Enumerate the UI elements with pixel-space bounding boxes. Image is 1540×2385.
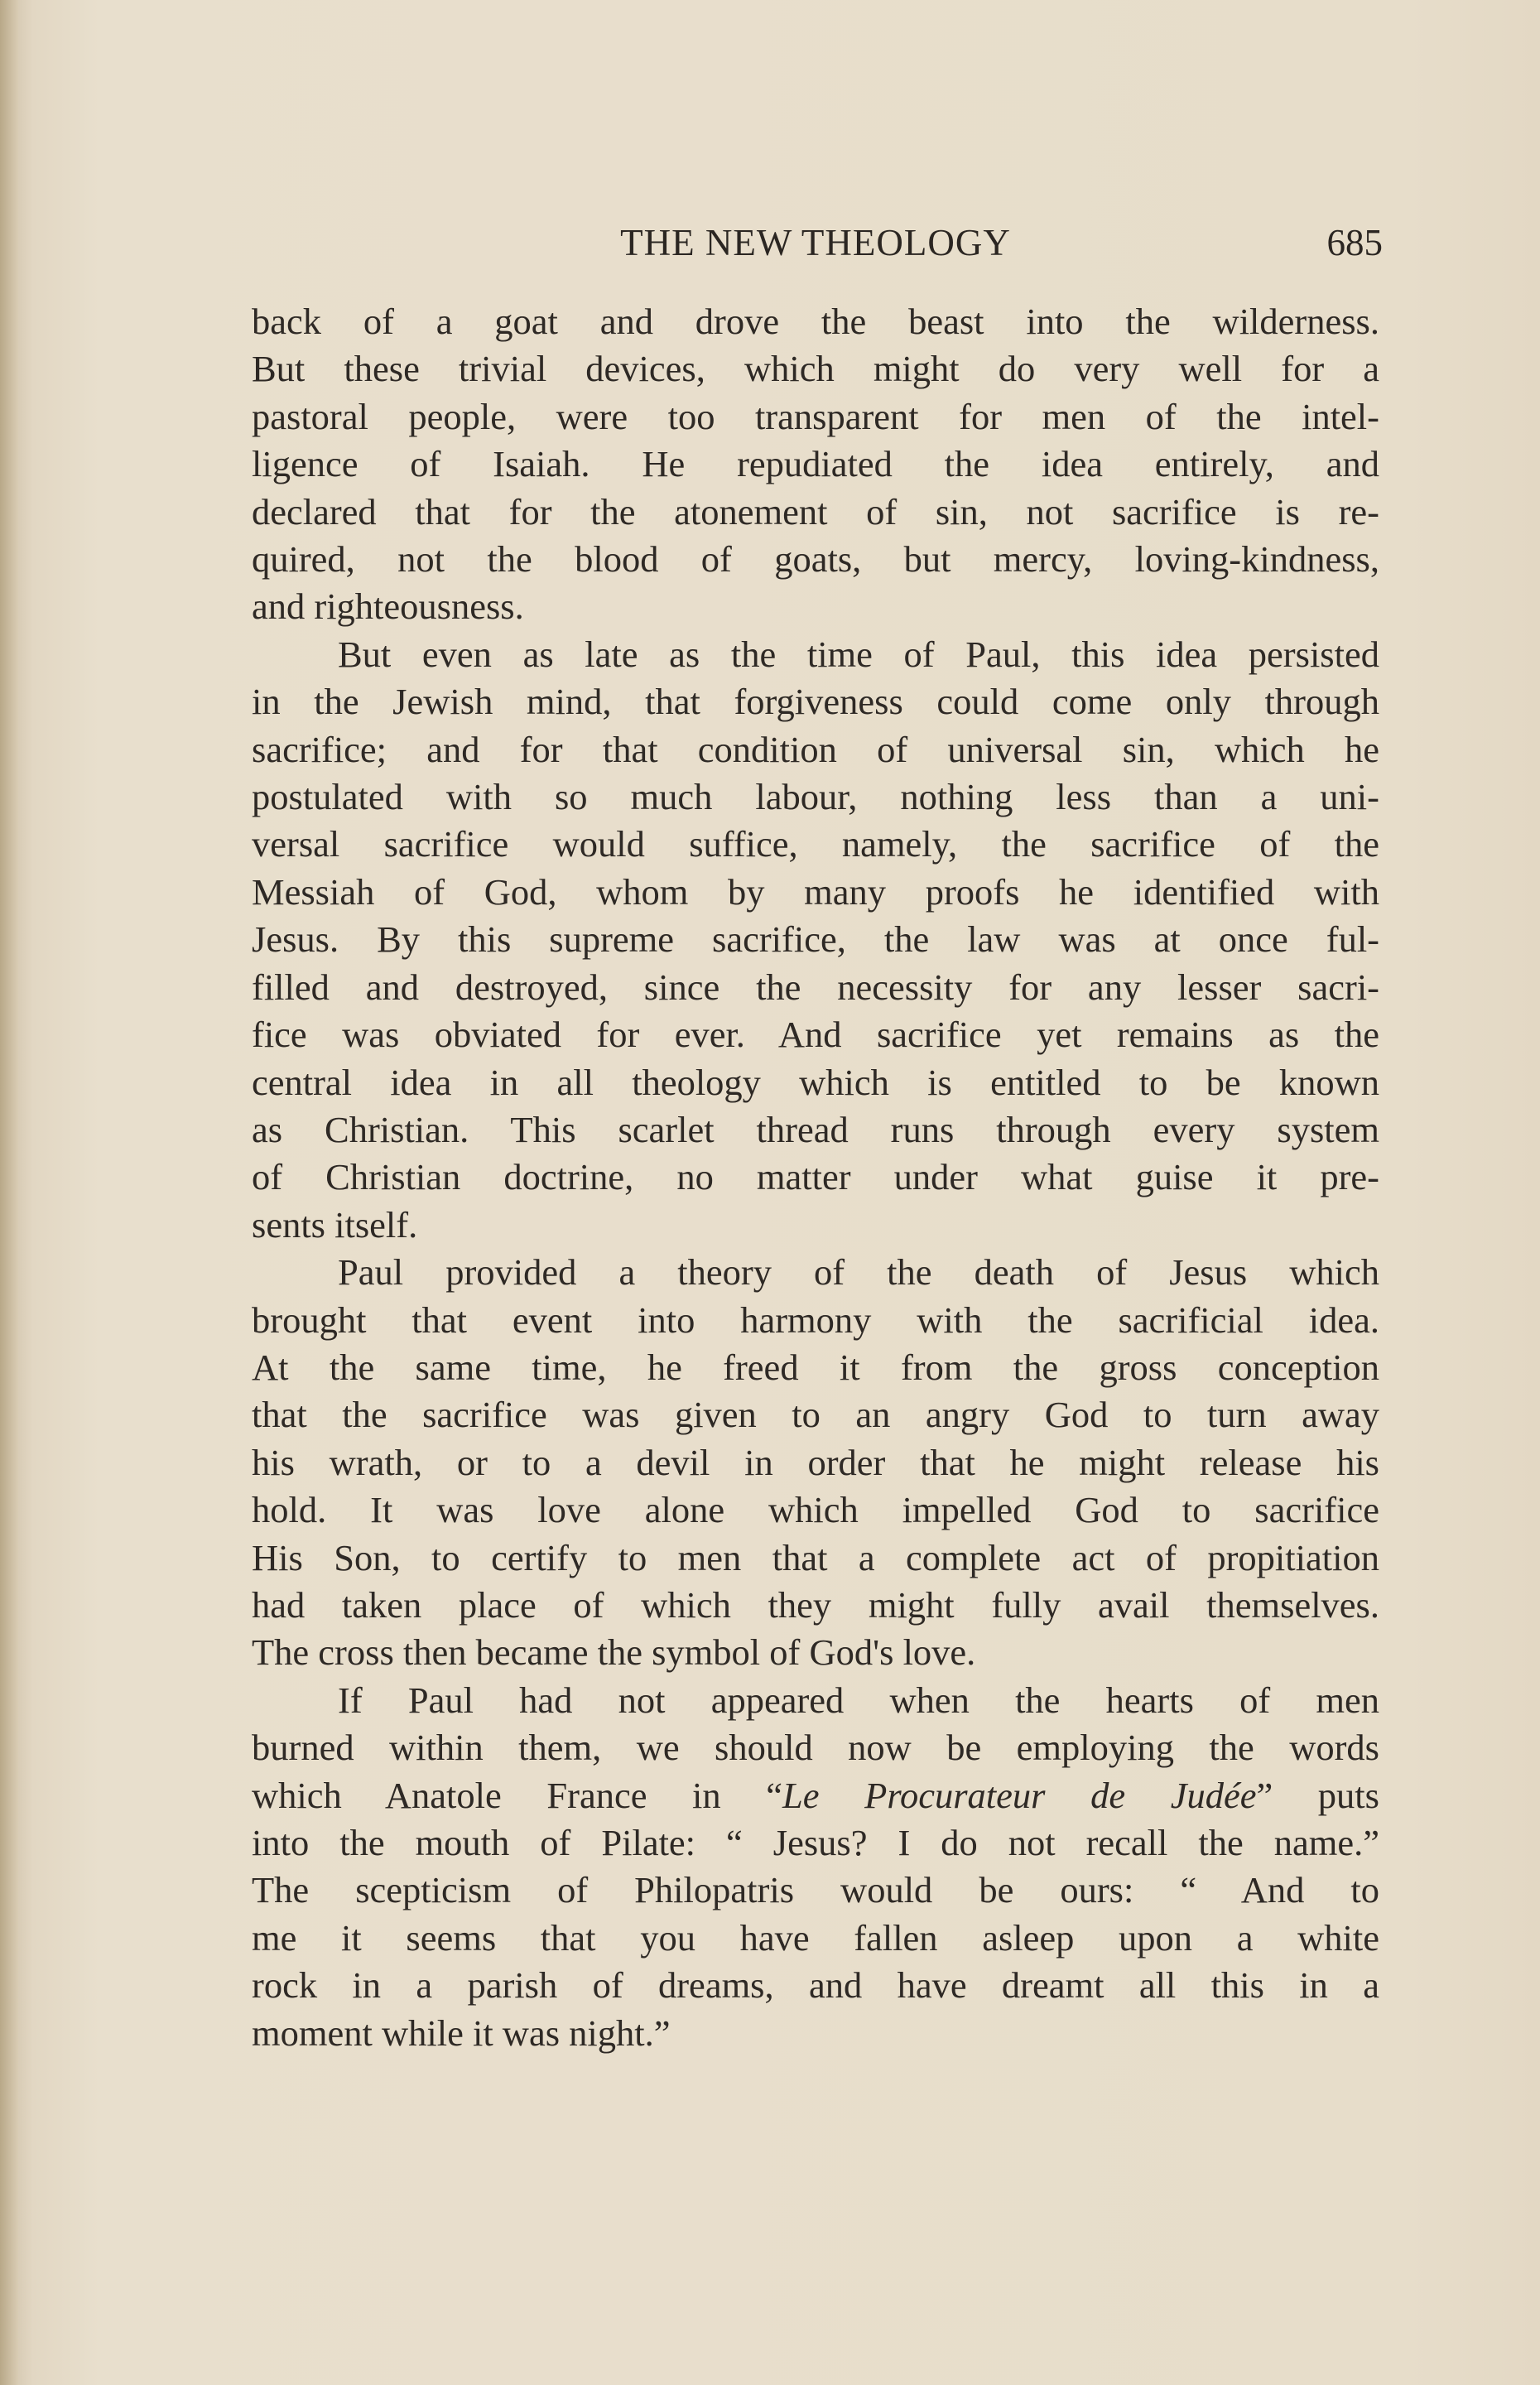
text-line: central idea in all theology which is entitled to be known <box>252 1061 1379 1103</box>
text-line: But these trivial devices, which might do very well for a <box>252 348 1379 390</box>
italic-book-title: Le Procurateur de Judée <box>782 1774 1257 1816</box>
page-number: 685 <box>1326 222 1383 263</box>
paragraph <box>252 1249 1379 1677</box>
text-line: his wrath, or to a devil in order that he might release his <box>252 1441 1379 1483</box>
text-line: rock in a parish of dreams, and have dreamt all this in a <box>252 1964 1379 2007</box>
paragraph <box>252 631 1379 1249</box>
text-line: me it seems that you have fallen asleep upon a white <box>252 1916 1379 1959</box>
text-segment: which Anatole France in “ <box>252 1774 783 1816</box>
text-line: sacrifice; and for that condition of universal sin, which he <box>252 728 1379 770</box>
body-text <box>252 298 1379 2057</box>
text-line: postulated with so much labour, nothing less than a uni- <box>252 776 1379 818</box>
text-line: filled and destroyed, since the necessity for any lesser sacri- <box>252 966 1379 1008</box>
text-line: But even as late as the time of Paul, this idea persisted <box>338 633 1379 675</box>
text-line <box>252 1772 1379 1819</box>
text-line: had taken place of which they might fully avail themselves. <box>252 1583 1379 1626</box>
text-line: burned within them, we should now be employing the words <box>252 1727 1379 1769</box>
text-line: and righteousness. <box>252 585 524 628</box>
text-line: declared that for the atonement of sin, not sacrifice is re- <box>252 490 1379 532</box>
running-head <box>248 214 1383 272</box>
text-line: Jesus. By this supreme sacrifice, the law was at once ful- <box>252 918 1379 961</box>
text-line: pastoral people, were too transparent for men of the intel- <box>252 395 1379 437</box>
page-gutter-shadow <box>0 0 18 2385</box>
text-line: that the sacrifice was given to an angry God to turn away <box>252 1394 1379 1436</box>
text-line: If Paul had not appeared when the hearts of men <box>338 1679 1379 1721</box>
text-segment: ” puts <box>1256 1774 1379 1816</box>
text-line: The scepticism of Philopatris would be ours: “ And to <box>252 1869 1379 1911</box>
text-line: back of a goat and drove the beast into the wilderness. <box>252 301 1379 342</box>
running-title: THE NEW THEOLOGY <box>620 222 1011 263</box>
text-line: moment while it was night.” <box>252 2012 671 2054</box>
text-line: Messiah of God, whom by many proofs he identified with <box>252 870 1379 913</box>
text-line: of Christian doctrine, no matter under what guise it pre- <box>252 1156 1379 1198</box>
text-line: brought that event into harmony with the sacrificial idea. <box>252 1298 1379 1341</box>
text-line: as Christian. This scarlet thread runs through every system <box>252 1108 1379 1150</box>
text-line: Paul provided a theory of the death of Jesus which <box>338 1251 1379 1294</box>
text-line: quired, not the blood of goats, but mercy, loving-kindness, <box>252 538 1379 581</box>
paragraph <box>252 298 1379 631</box>
text-line: versal sacrifice would suffice, namely, the sacrifice of the <box>252 823 1379 865</box>
text-line: The cross then became the symbol of God's love. <box>252 1631 976 1674</box>
paragraph <box>252 1677 1379 2057</box>
text-line: into the mouth of Pilate: “ Jesus? I do not recall the name.” <box>252 1822 1379 1863</box>
text-line: His Son, to certify to men that a complete act of propitiation <box>252 1536 1379 1578</box>
text-line: ligence of Isaiah. He repudiated the idea entirely, and <box>252 443 1379 485</box>
text-line: hold. It was love alone which impelled God to sacrifice <box>252 1489 1379 1531</box>
text-line: sents itself. <box>252 1203 418 1246</box>
text-line: At the same time, he freed it from the gross conception <box>252 1346 1379 1388</box>
text-line: fice was obviated for ever. And sacrifice yet remains as the <box>252 1014 1379 1056</box>
text-line: in the Jewish mind, that forgiveness could come only through <box>252 681 1379 723</box>
